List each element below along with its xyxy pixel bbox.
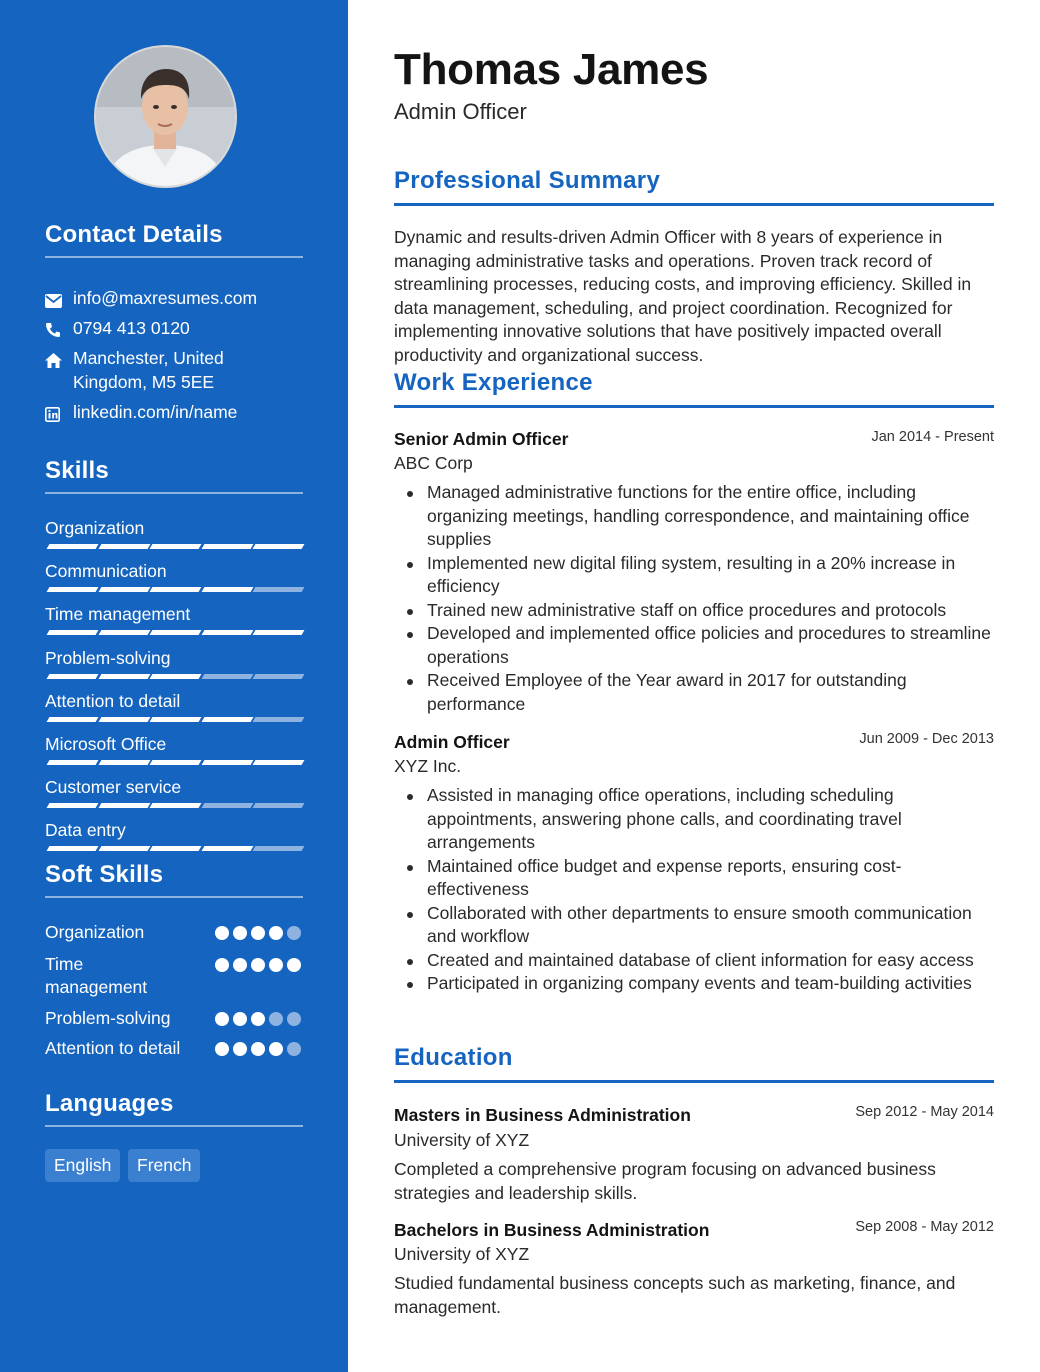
rating-segment — [201, 674, 253, 679]
language-tag: English — [45, 1149, 120, 1182]
rating-dot — [287, 958, 301, 972]
skill-label: Problem-solving — [45, 647, 171, 668]
rating-segment — [47, 674, 99, 679]
email-text: info@maxresumes.com — [73, 288, 258, 308]
rating-segment — [253, 760, 305, 765]
rating-dot — [215, 926, 229, 940]
skill-rating-bar — [45, 674, 303, 679]
education-heading-block — [394, 1043, 994, 1083]
divider — [394, 203, 994, 206]
languages-section — [45, 1089, 303, 1127]
degree-dates: Sep 2008 - May 2012 — [855, 1219, 994, 1235]
list-item: Received Employee of the Year award in 2017 for outstanding performance — [394, 669, 994, 716]
soft-skill-label: Attention to detail — [45, 1038, 181, 1058]
rating-dot — [269, 958, 283, 972]
rating-segment — [98, 630, 150, 635]
linkedin-icon — [45, 404, 63, 420]
skill-label: Time management — [45, 604, 191, 625]
list-item: Collaborated with other departments to ensure smooth communication and workflow — [394, 902, 994, 949]
rating-segment — [47, 630, 99, 635]
skill-item — [45, 776, 303, 798]
soft-skill-label: Organization — [45, 922, 145, 942]
job-bullets — [394, 784, 994, 996]
list-item: Maintained office budget and expense reports, ensuring cost-effectiveness — [394, 855, 994, 902]
language-tag: French — [128, 1149, 200, 1182]
rating-segment — [150, 587, 202, 592]
rating-dot — [251, 958, 265, 972]
rating-segment — [98, 587, 150, 592]
profile-photo — [96, 47, 235, 186]
rating-dot — [233, 958, 247, 972]
rating-segment — [201, 846, 253, 851]
rating-segment — [150, 760, 202, 765]
skill-rating-bar — [45, 544, 303, 549]
skill-label: Communication — [45, 561, 167, 582]
skill-rating-bar — [45, 760, 303, 765]
rating-segment — [201, 630, 253, 635]
phone-icon — [45, 320, 63, 336]
rating-segment — [98, 760, 150, 765]
languages-list — [45, 1149, 303, 1182]
divider — [45, 896, 303, 898]
divider — [45, 256, 303, 258]
job-title: Senior Admin Officer — [394, 429, 569, 449]
skill-rating-bar — [45, 846, 303, 851]
rating-segment — [201, 717, 253, 722]
skill-item — [45, 517, 303, 539]
soft-skills-heading: Soft Skills — [45, 861, 164, 888]
rating-segment — [47, 717, 99, 722]
list-item: Developed and implemented office policies and procedures to streamline operations — [394, 622, 994, 669]
rating-segment — [201, 587, 253, 592]
rating-segment — [98, 674, 150, 679]
rating-dot — [251, 1042, 265, 1056]
skill-item — [45, 819, 303, 841]
skill-rating-bar — [45, 630, 303, 635]
rating-dot — [251, 926, 265, 940]
soft-skill-item — [45, 1037, 303, 1060]
soft-skill-rating — [215, 926, 305, 940]
rating-dot — [215, 1012, 229, 1026]
rating-segment — [150, 544, 202, 549]
skill-label: Organization — [45, 518, 145, 538]
job-dates: Jun 2009 - Dec 2013 — [859, 731, 994, 747]
skill-label: Microsoft Office — [45, 734, 167, 754]
contact-heading: Contact Details — [45, 221, 223, 248]
soft-skill-label: Time management — [45, 954, 148, 997]
skills-heading: Skills — [45, 457, 109, 484]
skills-section — [45, 456, 303, 494]
rating-segment — [253, 846, 305, 851]
rating-segment — [253, 544, 305, 549]
rating-segment — [47, 803, 99, 808]
skill-item — [45, 647, 303, 669]
rating-segment — [253, 587, 305, 592]
linkedin-text: linkedin.com/in/name — [73, 402, 238, 422]
rating-segment — [98, 717, 150, 722]
rating-dot — [269, 1012, 283, 1026]
candidate-name: Thomas James — [394, 45, 709, 94]
skill-label: Attention to detail — [45, 690, 181, 711]
rating-segment — [253, 717, 305, 722]
skill-rating-bar — [45, 717, 303, 722]
rating-segment — [98, 544, 150, 549]
skill-item — [45, 560, 303, 582]
address-line2: Kingdom, M5 5EE — [73, 372, 215, 392]
skills-list — [45, 517, 303, 857]
rating-segment — [150, 803, 202, 808]
home-icon — [45, 350, 63, 366]
candidate-title: Admin Officer — [394, 99, 527, 124]
rating-segment — [201, 803, 253, 808]
job-company: ABC Corp — [394, 453, 473, 473]
experience-heading-block — [394, 368, 994, 408]
rating-segment — [47, 760, 99, 765]
list-item: Assisted in managing office operations, including scheduling appointments, answering phone calls, and coordinating travel arrangements — [394, 784, 994, 855]
summary-heading: Professional Summary — [394, 167, 661, 194]
list-item: Managed administrative functions for the entire office, including organizing meetings, handling correspondence, and maintaining office supplies — [394, 481, 994, 552]
school-name: University of XYZ — [394, 1130, 530, 1150]
rating-segment — [253, 803, 305, 808]
avatar — [94, 45, 237, 188]
rating-segment — [201, 760, 253, 765]
rating-dot — [287, 926, 301, 940]
rating-dot — [215, 1042, 229, 1056]
soft-skills-list — [45, 921, 303, 1091]
rating-dot — [233, 1042, 247, 1056]
job-title: Admin Officer — [394, 732, 510, 752]
contact-section — [45, 220, 303, 258]
job-dates: Jan 2014 - Present — [871, 429, 994, 445]
school-name: University of XYZ — [394, 1244, 530, 1264]
soft-skills-section — [45, 860, 303, 898]
list-item: Trained new administrative staff on office procedures and protocols — [394, 599, 994, 623]
rating-dot — [233, 1012, 247, 1026]
rating-segment — [98, 803, 150, 808]
rating-dot — [269, 926, 283, 940]
rating-segment — [253, 674, 305, 679]
rating-dot — [287, 1042, 301, 1056]
soft-skill-item — [45, 953, 303, 999]
address-line1: Manchester, United — [73, 348, 224, 368]
skill-rating-bar — [45, 587, 303, 592]
soft-skill-rating — [215, 1012, 305, 1026]
soft-skill-item — [45, 921, 303, 944]
list-item: Created and maintained database of client information for easy access — [394, 949, 994, 973]
rating-dot — [269, 1042, 283, 1056]
degree-title: Bachelors in Business Administration — [394, 1220, 710, 1240]
rating-dot — [287, 1012, 301, 1026]
list-item: Participated in organizing company events and team-building activities — [394, 972, 994, 996]
rating-dot — [251, 1012, 265, 1026]
soft-skill-rating — [215, 958, 305, 972]
contact-list — [45, 286, 303, 426]
education-heading: Education — [394, 1044, 513, 1071]
summary-heading-block — [394, 166, 994, 206]
rating-segment — [150, 717, 202, 722]
degree-title: Masters in Business Administration — [394, 1105, 691, 1125]
phone-text: 0794 413 0120 — [73, 318, 190, 338]
soft-skill-rating — [215, 1042, 305, 1056]
rating-segment — [47, 544, 99, 549]
rating-segment — [253, 630, 305, 635]
summary-text: Dynamic and results-driven Admin Officer with 8 years of experience in managing administrative tasks and operations. Proven track record of streamlining processes, reducing costs, and improving efficiency. Skilled in data management, scheduling, and project coordination. Recognized for implementing innovative solutions that have positively impacted overall productivity and organizational success. — [394, 227, 972, 365]
rating-dot — [233, 926, 247, 940]
rating-segment — [150, 846, 202, 851]
rating-segment — [47, 587, 99, 592]
rating-segment — [150, 674, 202, 679]
degree-description: Completed a comprehensive program focusing on advanced business strategies and leadership skills. — [394, 1159, 936, 1203]
rating-segment — [201, 544, 253, 549]
soft-skill-label: Problem-solving — [45, 1008, 171, 1028]
envelope-icon — [45, 290, 63, 306]
skill-rating-bar — [45, 803, 303, 808]
skill-label: Data entry — [45, 820, 126, 841]
soft-skill-item — [45, 1007, 303, 1030]
divider — [45, 492, 303, 494]
divider — [45, 1125, 303, 1127]
skill-label: Customer service — [45, 777, 182, 798]
languages-heading: Languages — [45, 1090, 174, 1117]
degree-dates: Sep 2012 - May 2014 — [855, 1104, 994, 1120]
sidebar — [0, 0, 348, 1372]
job-company: XYZ Inc. — [394, 756, 462, 776]
rating-dot — [215, 958, 229, 972]
skill-item — [45, 603, 303, 625]
skill-item — [45, 690, 303, 712]
degree-description: Studied fundamental business concepts such as marketing, finance, and management. — [394, 1273, 956, 1317]
experience-heading: Work Experience — [394, 369, 593, 396]
list-item: Implemented new digital filing system, resulting in a 20% increase in efficiency — [394, 552, 994, 599]
skill-item — [45, 733, 303, 755]
rating-segment — [47, 846, 99, 851]
divider — [394, 1080, 994, 1083]
divider — [394, 405, 994, 408]
rating-segment — [98, 846, 150, 851]
job-bullets — [394, 481, 994, 716]
rating-segment — [150, 630, 202, 635]
